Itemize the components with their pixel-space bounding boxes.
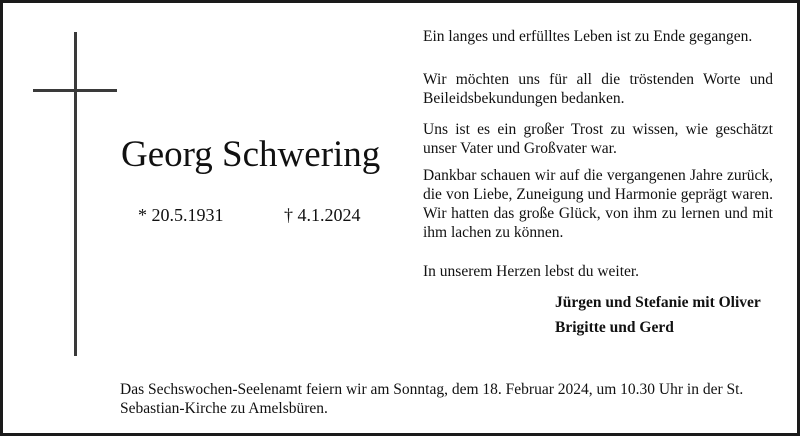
cross-icon-vertical-beam xyxy=(74,32,77,356)
cross-icon-horizontal-beam xyxy=(33,89,117,92)
paragraph-2: Wir möchten uns für all die tröstenden Worte und Beileidsbekundungen bedanken. xyxy=(423,71,773,107)
paragraph-1: Ein langes und erfülltes Leben ist zu Ende gegangen. xyxy=(423,28,753,45)
birth-date: * 20.5.1931 xyxy=(138,205,224,225)
signature-2: Brigitte und Gerd xyxy=(555,319,674,336)
paragraph-3: Uns ist es ein großer Trost zu wissen, wie geschätzt unser Vater und Großvater war. xyxy=(423,121,773,157)
deceased-name: Georg Schwering xyxy=(121,134,381,175)
paragraph-4: Dankbar schauen wir auf die vergangenen Jahre zurück, die von Liebe, Zuneigung und Harmonie geprägt waren. Wir hatten das große Glück, von ihm zu lernen und mit ihm lachen zu können. xyxy=(423,167,773,241)
signature-1: Jürgen und Stefanie mit Oliver xyxy=(555,294,761,311)
death-date: † 4.1.2024 xyxy=(284,205,361,225)
paragraph-5: In unserem Herzen lebst du weiter. xyxy=(423,263,640,280)
service-announcement: Das Sechswochen-Seelenamt feiern wir am Sonntag, dem 18. Februar 2024, um 10.30 Uhr in der St. Sebastian-Kirche zu Amelsbüren. xyxy=(120,381,744,417)
